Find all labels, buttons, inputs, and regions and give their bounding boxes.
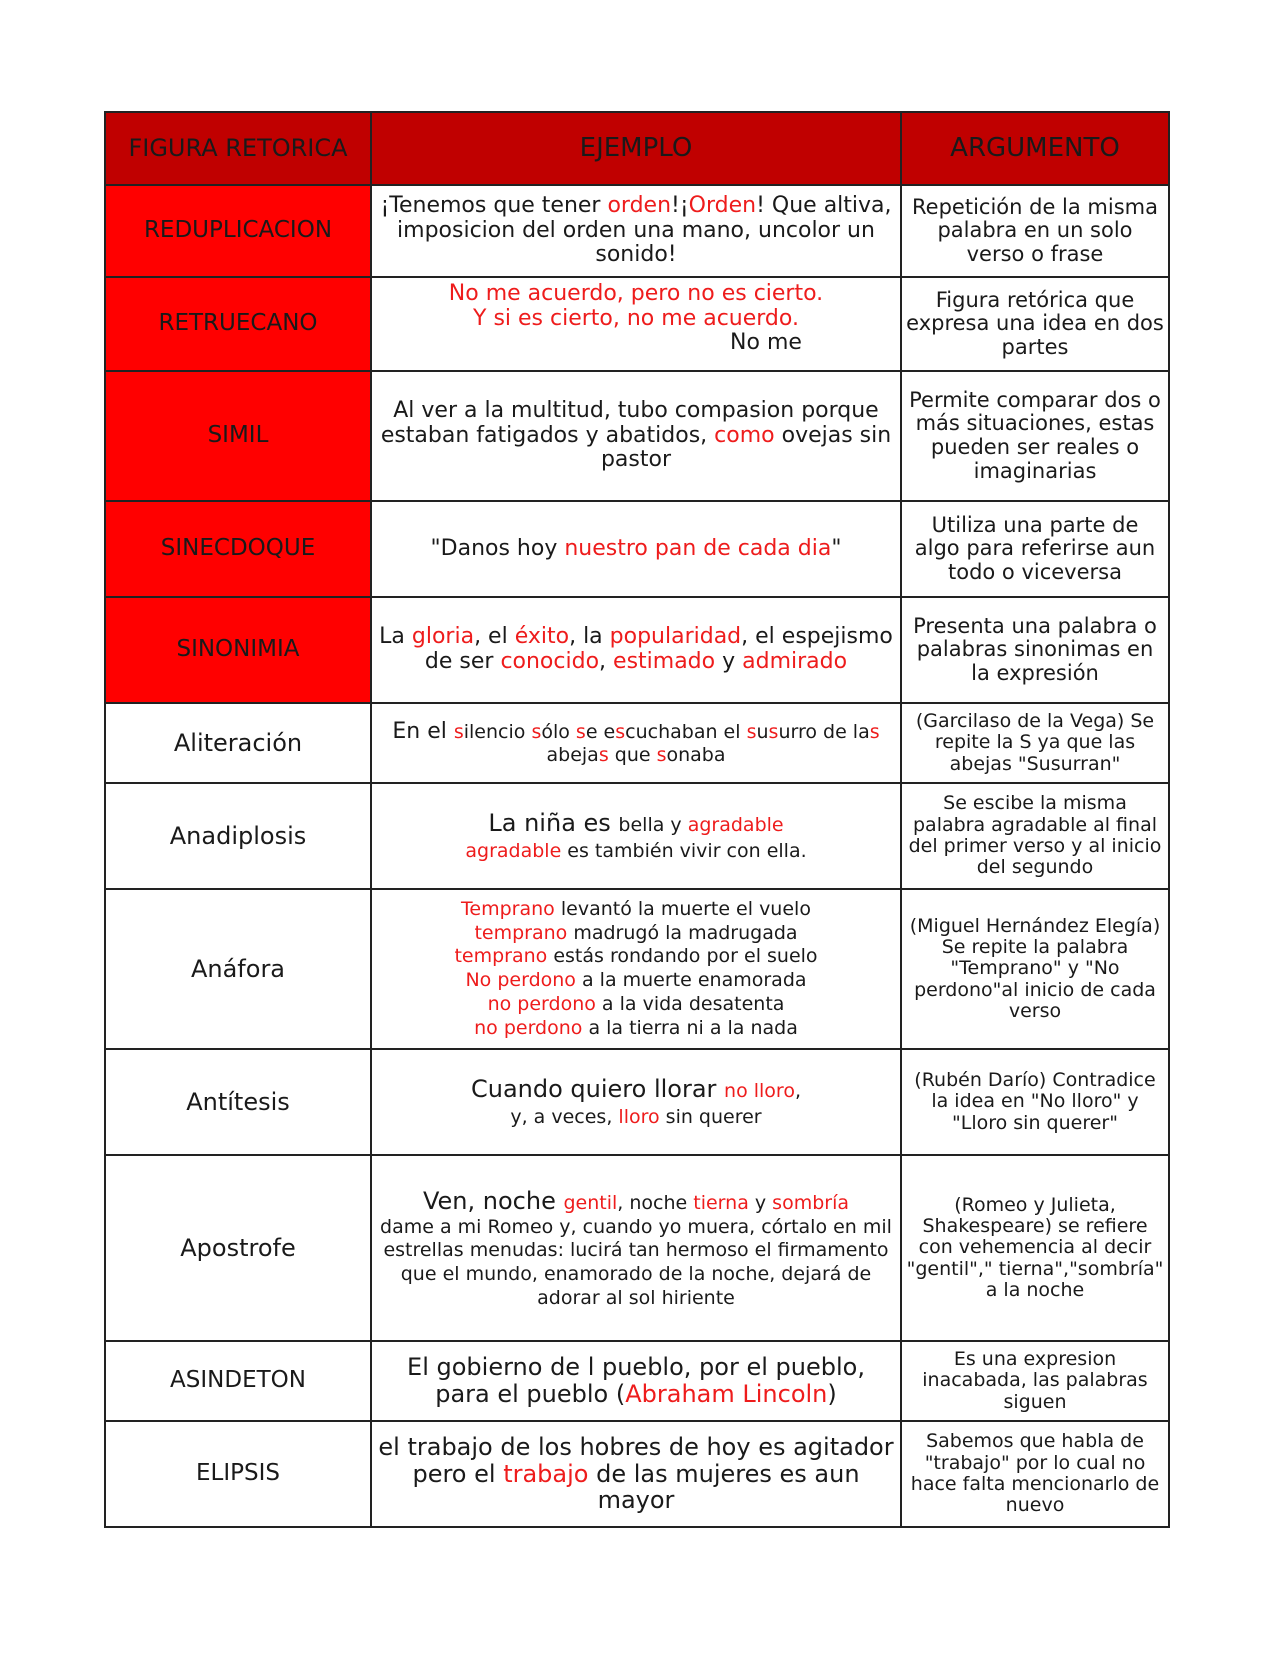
example-text: Cuando quiero llorar no lloro, y, a veces, lloro sin querer <box>371 1049 901 1155</box>
example-text: "Danos hoy nuestro pan de cada dia" <box>371 501 901 597</box>
table-row <box>105 185 1169 277</box>
figure-name: SIMIL <box>105 371 371 501</box>
figure-name: Antítesis <box>105 1049 371 1155</box>
argument-text: Presenta una palabra o palabras sinonimas en la expresión <box>901 597 1169 703</box>
table-row <box>105 1421 1169 1527</box>
example-text: No me acuerdo, pero no es cierto. Y si es cierto, no me acuerdo. No me <box>371 277 901 371</box>
figure-name: Anadiplosis <box>105 783 371 889</box>
table-row <box>105 1155 1169 1341</box>
figure-name: SINECDOQUE <box>105 501 371 597</box>
header-argumento: ARGUMENTO <box>901 112 1169 185</box>
header-figura: FIGURA RETORICA <box>105 112 371 185</box>
table-row <box>105 1341 1169 1421</box>
example-text: el trabajo de los hobres de hoy es agitador pero el trabajo de las mujeres es aun mayor <box>371 1421 901 1527</box>
table-row <box>105 597 1169 703</box>
example-text: Al ver a la multitud, tubo compasion porque estaban fatigados y abatidos, como ovejas sin pastor <box>371 371 901 501</box>
example-text: La niña es bella y agradable agradable es también vivir con ella. <box>371 783 901 889</box>
example-text: Temprano levantó la muerte el vuelo temprano madrugó la madrugada temprano estás rondando por el suelo No perdono a la muerte enamorada no perdono a la vida desatenta no perdono a la tierra ni a la nada <box>371 889 901 1049</box>
header-ejemplo: EJEMPLO <box>371 112 901 185</box>
table-row <box>105 783 1169 889</box>
argument-text: (Garcilaso de la Vega) Se repite la S ya que las abejas "Susurran" <box>901 703 1169 783</box>
example-text: ¡Tenemos que tener orden!¡Orden! Que altiva, imposicion del orden una mano, uncolor un sonido! <box>371 185 901 277</box>
figure-name: SINONIMIA <box>105 597 371 703</box>
example-text: La gloria, el éxito, la popularidad, el espejismo de ser conocido, estimado y admirado <box>371 597 901 703</box>
argument-text: Permite comparar dos o más situaciones, estas pueden ser reales o imaginarias <box>901 371 1169 501</box>
argument-text: Es una expresion inacabada, las palabras siguen <box>901 1341 1169 1421</box>
example-text: Ven, noche gentil, noche tierna y sombría dame a mi Romeo y, cuando yo muera, córtalo en mil estrellas menudas: lucirá tan hermoso el firmamento que el mundo, enamorado de la noche, dejará de adorar al sol hiriente <box>371 1155 901 1341</box>
example-text: En el silencio sólo se escuchaban el susurro de las abejas que sonaba <box>371 703 901 783</box>
figure-name: Anáfora <box>105 889 371 1049</box>
table-row <box>105 1049 1169 1155</box>
argument-text: Sabemos que habla de "trabajo" por lo cual no hace falta mencionarlo de nuevo <box>901 1421 1169 1527</box>
table-row <box>105 889 1169 1049</box>
figure-name: Aliteración <box>105 703 371 783</box>
rhetoric-table <box>104 111 1170 1528</box>
figure-name: ELIPSIS <box>105 1421 371 1527</box>
table-row <box>105 277 1169 371</box>
argument-text: Utiliza una parte de algo para referirse aun todo o viceversa <box>901 501 1169 597</box>
argument-text: (Rubén Darío) Contradice la idea en "No lloro" y "Lloro sin querer" <box>901 1049 1169 1155</box>
table-row <box>105 501 1169 597</box>
table-row <box>105 703 1169 783</box>
example-text: El gobierno de l pueblo, por el pueblo, para el pueblo (Abraham Lincoln) <box>371 1341 901 1421</box>
figure-name: REDUPLICACION <box>105 185 371 277</box>
figure-name: Apostrofe <box>105 1155 371 1341</box>
argument-text: Figura retórica que expresa una idea en dos partes <box>901 277 1169 371</box>
argument-text: (Romeo y Julieta, Shakespeare) se refiere con vehemencia al decir "gentil"," tierna","sombría" a la noche <box>901 1155 1169 1341</box>
table-row <box>105 371 1169 501</box>
header-row <box>105 112 1169 185</box>
argument-text: (Miguel Hernández Elegía) Se repite la palabra "Temprano" y "No perdono"al inicio de cada verso <box>901 889 1169 1049</box>
figure-name: ASINDETON <box>105 1341 371 1421</box>
figure-name: RETRUECANO <box>105 277 371 371</box>
argument-text: Se escibe la misma palabra agradable al final del primer verso y al inicio del segundo <box>901 783 1169 889</box>
argument-text: Repetición de la misma palabra en un solo verso o frase <box>901 185 1169 277</box>
